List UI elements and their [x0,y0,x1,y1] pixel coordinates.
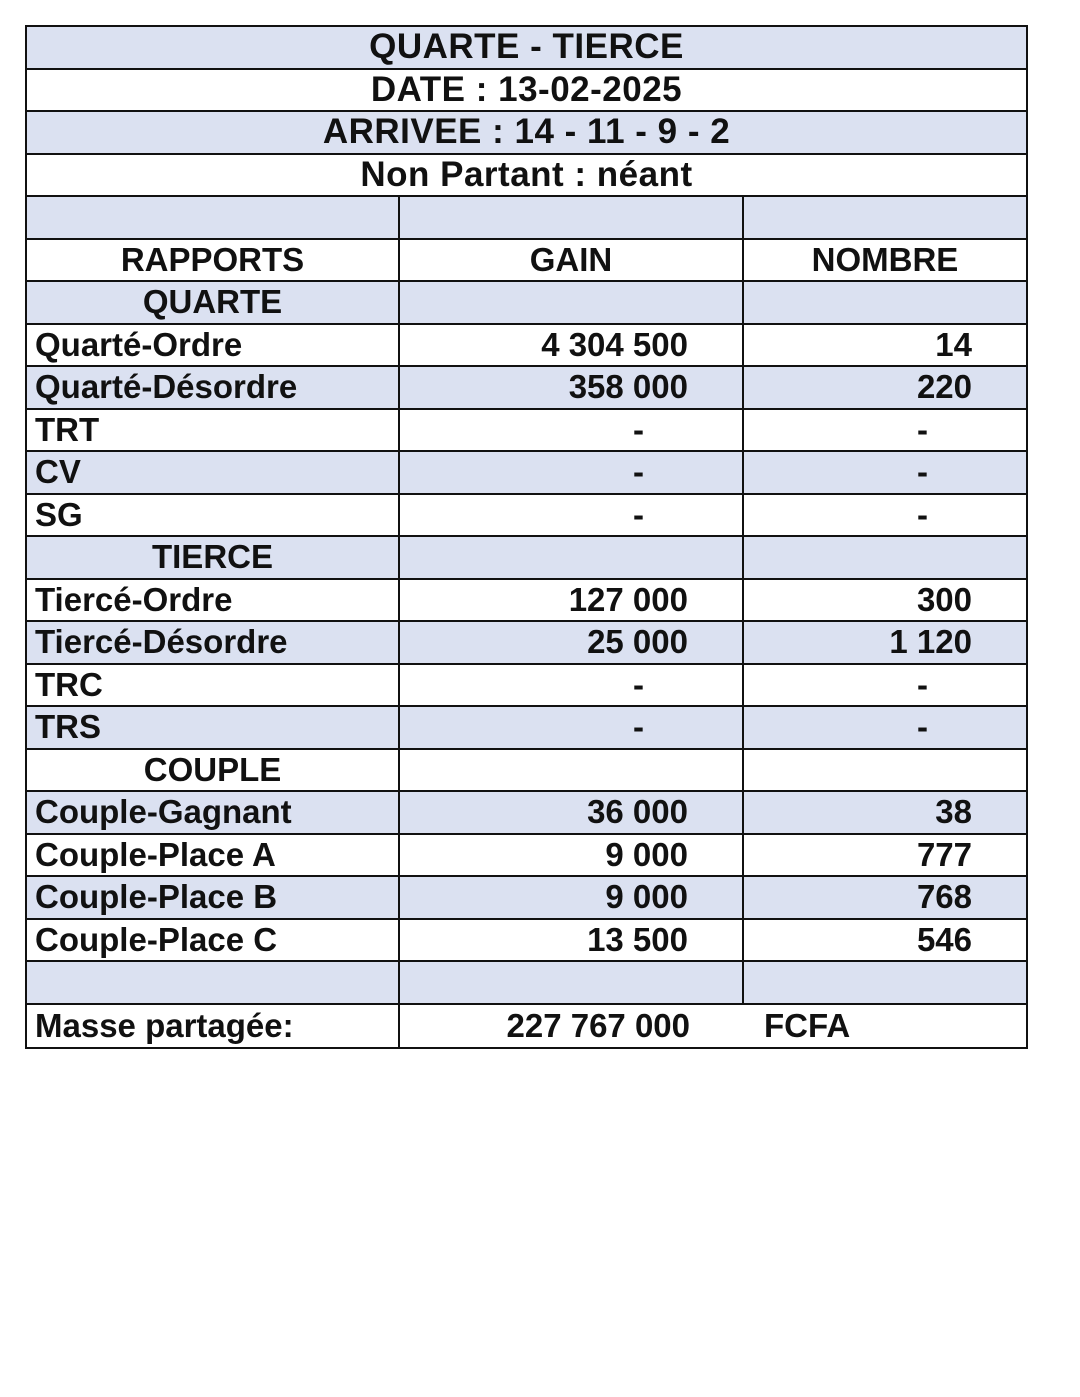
table-row [27,580,1026,623]
section-header-quarte [27,282,1026,325]
section-title: TIERCE [27,537,400,578]
row-gain: - [400,665,744,706]
row-label: Tiercé-Ordre [27,580,400,621]
arrival-order: ARRIVEE : 14 - 11 - 9 - 2 [27,112,1026,155]
results-table [25,25,1028,1049]
table-row [27,622,1026,665]
race-date: DATE : 13-02-2025 [27,70,1026,113]
masse-partagee-row [27,1005,1026,1048]
row-nombre: 38 [935,793,972,831]
table-row [27,495,1026,538]
column-header-row [27,240,1026,283]
row-label: Quarté-Désordre [27,367,400,408]
row-label: Quarté-Ordre [27,325,400,366]
row-label: Couple-Place A [27,835,400,876]
row-gain: 36 000 [400,792,744,833]
row-label: TRC [27,665,400,706]
row-gain: 25 000 [400,622,744,663]
row-gain: - [400,452,744,493]
row-gain: 358 000 [400,367,744,408]
row-nombre: - [917,453,928,491]
row-nombre: 777 [916,835,972,873]
table-row [27,452,1026,495]
row-nombre: 1 120 [889,623,972,661]
row-label: Tiercé-Désordre [27,622,400,663]
row-gain: - [400,410,744,451]
section-header-tierce [27,537,1026,580]
row-gain: 9 000 [400,877,744,918]
section-header-couple [27,750,1026,793]
row-gain: 4 304 500 [400,325,744,366]
table-row [27,877,1026,920]
table-row [27,410,1026,453]
row-label: CV [27,452,400,493]
row-label: Couple-Place C [27,920,400,961]
row-gain: 9 000 [400,835,744,876]
table-row [27,920,1026,963]
column-header-nombre: NOMBRE [811,240,959,278]
column-header-gain: GAIN [400,240,744,281]
table-row [27,367,1026,410]
race-title: QUARTE - TIERCE [27,27,1026,70]
row-label: Couple-Gagnant [27,792,400,833]
masse-label: Masse partagée: [27,1005,400,1048]
row-nombre: - [917,665,928,703]
row-label: TRT [27,410,400,451]
row-label: TRS [27,707,400,748]
row-label: SG [27,495,400,536]
table-row [27,665,1026,708]
table-row [27,792,1026,835]
row-nombre: 546 [916,920,972,958]
masse-currency: FCFA [764,1006,851,1044]
table-row [27,707,1026,750]
row-nombre: - [917,495,928,533]
row-nombre: 768 [916,878,972,916]
column-header-rapports: RAPPORTS [27,240,400,281]
masse-value: 227 767 000 [506,1006,690,1044]
row-nombre: 14 [935,325,972,363]
row-gain: 13 500 [400,920,744,961]
table-row [27,325,1026,368]
row-gain: - [400,495,744,536]
row-nombre: - [917,410,928,448]
row-nombre: 220 [916,368,972,406]
non-partant: Non Partant : néant [27,155,1026,198]
section-title: COUPLE [27,750,400,791]
row-nombre: - [917,708,928,746]
row-nombre: 300 [916,580,972,618]
table-row [27,835,1026,878]
row-gain: 127 000 [400,580,744,621]
spacer-row [27,197,1026,240]
section-title: QUARTE [27,282,400,323]
spacer-row [27,962,1026,1005]
row-label: Couple-Place B [27,877,400,918]
row-gain: - [400,707,744,748]
